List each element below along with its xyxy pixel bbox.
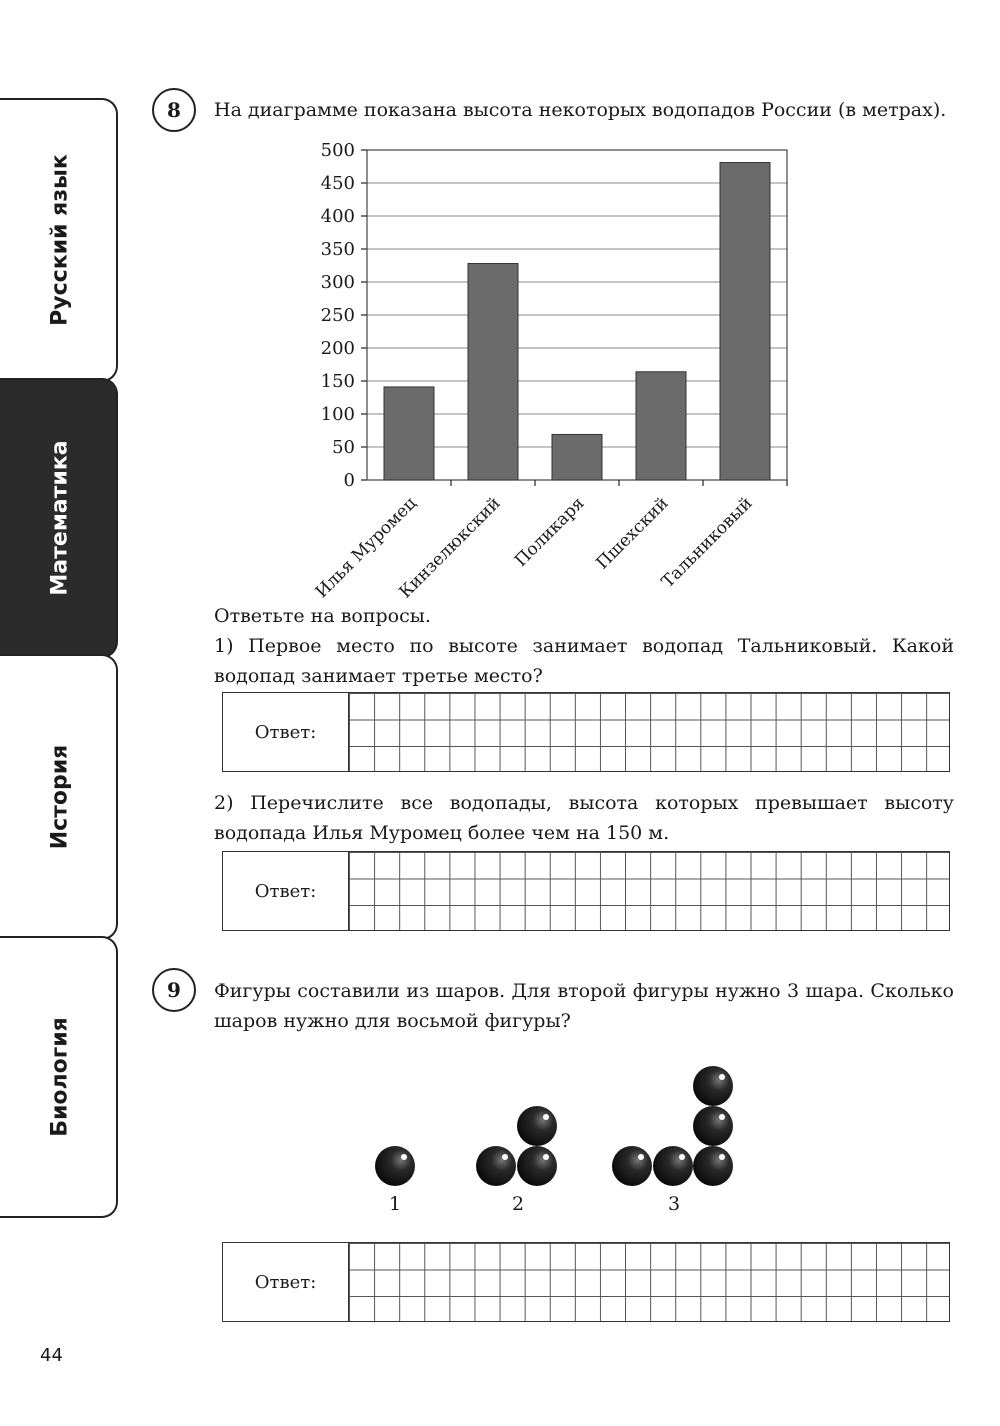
ball <box>612 1146 652 1186</box>
answer-box-1[interactable] <box>222 692 950 772</box>
tab-math[interactable] <box>0 378 118 658</box>
y-tick-label: 0 <box>343 470 355 491</box>
y-tick-label: 150 <box>320 371 355 392</box>
waterfall-bar-chart <box>300 135 810 605</box>
answer-grid[interactable] <box>349 1243 949 1321</box>
ball-highlight <box>719 1114 725 1120</box>
x-tick-label: Пшехский <box>592 493 673 574</box>
ball-highlight <box>502 1154 508 1160</box>
tab-label: Математика <box>47 440 73 596</box>
page-number: 44 <box>40 1345 63 1366</box>
figure-label-1: 1 <box>389 1193 402 1215</box>
figure-1 <box>375 1146 415 1186</box>
ball <box>517 1146 557 1186</box>
ball-highlight <box>719 1074 725 1080</box>
x-tick-label: Тальниковый <box>657 493 757 593</box>
y-tick-label: 500 <box>320 140 355 161</box>
answer-grid[interactable] <box>349 852 949 930</box>
y-tick-label: 450 <box>320 173 355 194</box>
ball-highlight <box>543 1114 549 1120</box>
answer-box-3[interactable] <box>222 1242 950 1322</box>
ball <box>693 1106 733 1146</box>
y-tick-label: 50 <box>332 437 355 458</box>
task8-intro: На диаграмме показана высота некоторых водопадов России (в метрах). <box>214 99 947 121</box>
ball-highlight <box>719 1154 725 1160</box>
ball <box>693 1066 733 1106</box>
task8-question2: 2) Перечислите все водопады, высота которых превышает высоту водопада Илья Муромец более чем на 150 м. <box>214 792 954 844</box>
ball-highlight <box>543 1154 549 1160</box>
ball <box>476 1146 516 1186</box>
bar <box>384 387 434 480</box>
answer-label: Ответ: <box>223 852 349 930</box>
ball <box>693 1146 733 1186</box>
ball-figures <box>0 1055 1000 1225</box>
task8-question1: 1) Первое место по высоте занимает водопад Тальниковый. Какой водопад занимает третье место? <box>214 635 954 687</box>
answer-box-2[interactable] <box>222 851 950 931</box>
side-tabs <box>0 98 122 1218</box>
figure-2 <box>476 1106 557 1186</box>
x-tick-label: Кинзелюкский <box>395 493 505 603</box>
answer-label: Ответ: <box>223 1243 349 1321</box>
tab-russian[interactable] <box>0 98 118 382</box>
y-tick-label: 400 <box>320 206 355 227</box>
y-tick-label: 250 <box>320 305 355 326</box>
ball-highlight <box>679 1154 685 1160</box>
task8-prompt: Ответьте на вопросы. <box>214 605 431 627</box>
task9-text: Фигуры составили из шаров. Для второй фигуры нужно 3 шара. Сколько шаров нужно для восьмой фигуры? <box>214 980 954 1032</box>
x-tick-label: Илья Муромец <box>311 493 421 603</box>
y-tick-label: 300 <box>320 272 355 293</box>
ball <box>653 1146 693 1186</box>
x-tick-label: Поликаря <box>511 493 589 571</box>
task-number-8: 8 <box>152 88 196 132</box>
tab-label: История <box>47 744 73 850</box>
tab-label: Биология <box>47 1017 73 1137</box>
figure-label-3: 3 <box>668 1193 681 1215</box>
bar <box>720 163 770 480</box>
bar <box>552 434 602 480</box>
answer-grid[interactable] <box>349 693 949 771</box>
ball <box>517 1106 557 1146</box>
bar <box>468 264 518 480</box>
bar <box>636 372 686 480</box>
answer-label: Ответ: <box>223 693 349 771</box>
task-number-9: 9 <box>152 968 196 1012</box>
ball-highlight <box>401 1154 407 1160</box>
y-tick-label: 350 <box>320 239 355 260</box>
y-tick-label: 100 <box>320 404 355 425</box>
ball-highlight <box>638 1154 644 1160</box>
ball <box>375 1146 415 1186</box>
y-tick-label: 200 <box>320 338 355 359</box>
tab-history[interactable] <box>0 654 118 940</box>
tab-label: Русский язык <box>47 154 73 326</box>
figure-label-2: 2 <box>512 1193 525 1215</box>
figure-3 <box>612 1066 733 1186</box>
